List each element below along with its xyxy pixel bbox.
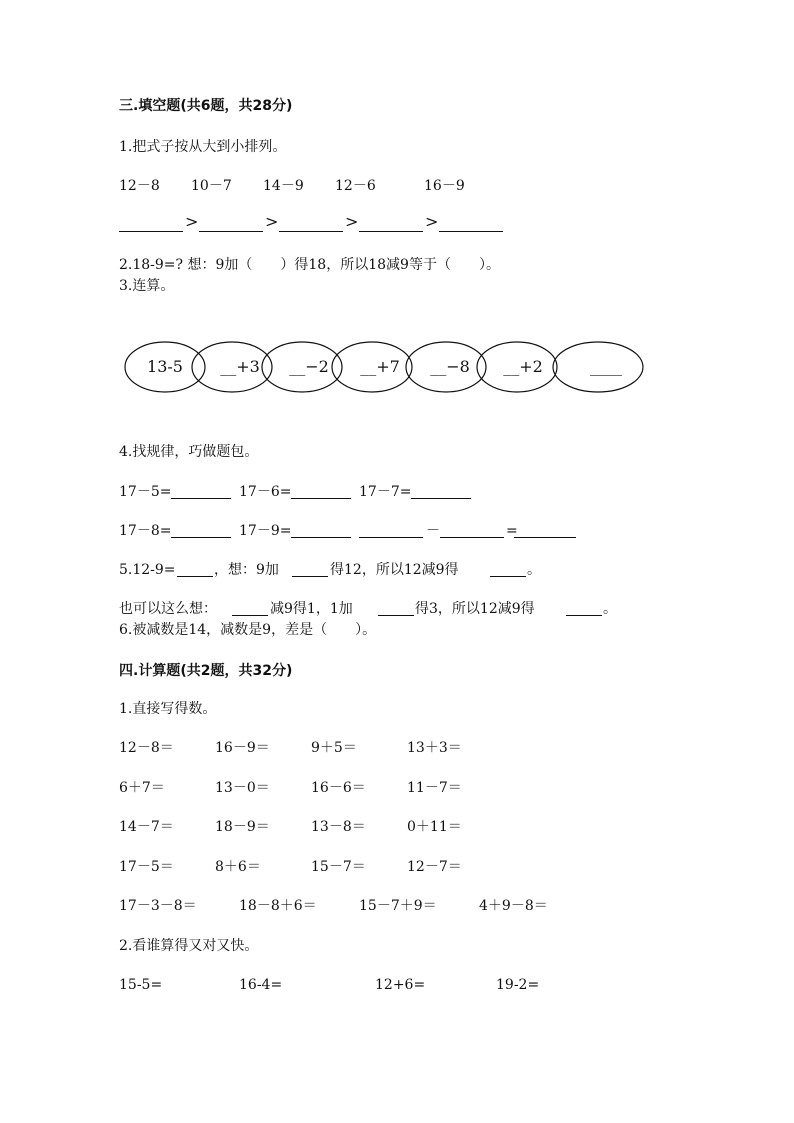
q4-r1-c3: 17－7= [359,484,412,500]
q4-r2-minus: － [426,523,440,539]
quick-item-2: 16-4= [239,977,283,993]
q5-l2-part-4: 。 [603,601,617,617]
calc-r5-c1: 17－3－8＝ [119,898,197,914]
calc-r3-c2: 18－9＝ [215,819,270,835]
q4-r2-c2: 17－9= [239,523,292,539]
q4-r1-c2: 17－6= [239,484,292,500]
q6-prompt: 6.被减数是14，减数是9，差是（ ）。 [119,622,377,638]
q5-l1-part-3: 得12，所以12减9得 [330,562,459,578]
calc-r5-c2: 18－8＋6＝ [239,898,317,914]
q5-l1-blank-1[interactable] [177,575,213,577]
calc-r4-c1: 17－5＝ [119,859,174,875]
q5-l1-part-1: 5.12-9= [119,562,176,578]
q3-prompt: 3.连算。 [119,278,175,294]
section-4-heading: 四.计算题(共2题，共32分) [119,663,293,679]
q1-sign-1: > [185,212,199,231]
oval-label-7: ____ [590,357,622,376]
calc-r2-c4: 11－7＝ [407,780,462,796]
q1-expr-3: 14－9 [263,178,304,194]
q1-sign-2: > [265,212,279,231]
calc-r1-c1: 12－8＝ [119,740,174,756]
calc-r2-c3: 16－6＝ [311,780,366,796]
s4-q1-prompt: 1.直接写得数。 [119,701,217,717]
calc-r5-c3: 15－7＋9＝ [359,898,437,914]
calc-r1-c2: 16－9＝ [215,740,270,756]
q4-r1-c1: 17－5= [119,484,172,500]
calc-r3-c4: 0＋11＝ [407,819,462,835]
q5-l1-part-2: ，想：9加 [214,562,279,578]
q1-expr-1: 12－8 [119,178,160,194]
quick-item-1: 15-5= [119,977,163,993]
oval-label-4: __+7 [360,357,400,376]
calc-r1-c3: 9＋5＝ [311,740,357,756]
calc-r3-c1: 14－7＝ [119,819,174,835]
q4-r1-blank-2[interactable] [291,497,351,499]
calc-r2-c2: 13－0＝ [215,780,270,796]
q5-l2-part-2: 减9得1，1加 [270,601,353,617]
q5-l2-blank-1[interactable] [232,614,268,616]
q5-l1-part-4: 。 [527,562,541,578]
q1-sign-3: > [345,212,359,231]
oval-label-6: __+2 [503,357,543,376]
calc-r4-c3: 15－7＝ [311,859,366,875]
oval-label-3: __−2 [289,357,329,376]
q4-r2-c1: 17－8= [119,523,172,539]
q4-r2-blank-4[interactable] [440,536,504,538]
q4-r2-blank-3[interactable] [359,536,423,538]
calc-r2-c1: 6＋7＝ [119,780,165,796]
q4-r2-blank-2[interactable] [291,536,351,538]
quick-item-3: 12+6= [375,977,426,993]
calc-r1-c4: 13＋3＝ [407,740,462,756]
s4-q2-prompt: 2.看谁算得又对又快。 [119,938,259,954]
q1-prompt: 1.把式子按从大到小排列。 [119,139,287,155]
q5-l2-part-3: 得3，所以12减9得 [415,601,535,617]
q4-r2-blank-5[interactable] [514,536,576,538]
q4-r2-blank-1[interactable] [171,536,231,538]
q5-l2-blank-2[interactable] [378,614,414,616]
q4-r2-equals: = [506,523,518,539]
q4-prompt: 4.找规律，巧做题包。 [119,444,259,460]
q4-r1-blank-1[interactable] [171,497,231,499]
q5-l1-blank-2[interactable] [292,575,328,577]
calc-r5-c4: 4＋9－8＝ [479,898,548,914]
section-3-heading: 三.填空题(共6题，共28分) [119,98,293,114]
oval-label-5: __−8 [430,357,470,376]
calc-r4-c2: 8＋6＝ [215,859,261,875]
q1-expr-4: 12－6 [335,178,376,194]
q4-r1-blank-3[interactable] [411,497,471,499]
q2-prompt: 2.18-9=? 想：9加（ ）得18，所以18减9等于（ ）。 [119,257,500,273]
q5-l2-blank-3[interactable] [566,614,602,616]
q3-oval-chain [0,0,794,420]
oval-label-1: 13-5 [147,357,183,376]
q5-l2-part-1: 也可以这么想： [119,601,217,617]
oval-label-2: __+3 [220,357,260,376]
quick-item-4: 19-2= [496,977,540,993]
q5-l1-blank-3[interactable] [490,575,526,577]
q1-expr-2: 10－7 [191,178,232,194]
q1-sign-4: > [425,212,439,231]
q1-expr-5: 16－9 [424,178,465,194]
calc-r4-c4: 12－7＝ [407,859,462,875]
calc-r3-c3: 13－8＝ [311,819,366,835]
